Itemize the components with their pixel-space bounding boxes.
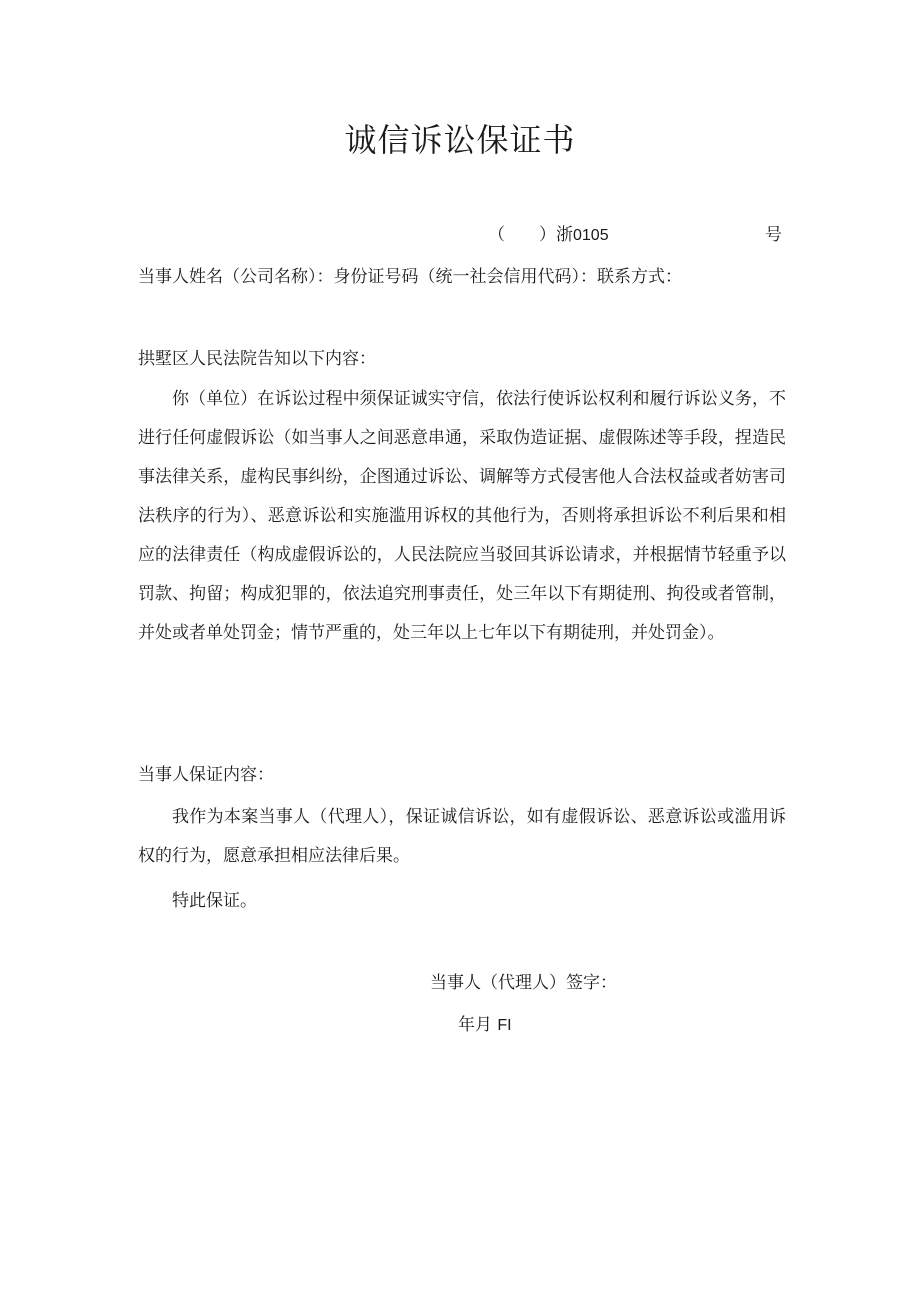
case-number-suffix: 号 [765,225,782,245]
court-notice-heading: 拱墅区人民法院告知以下内容： [138,349,376,369]
party-guarantee-body: 我作为本案当事人（代理人），保证诚信诉讼，如有虚假诉讼、恶意诉讼或滥用诉权的行为，愿意承担相应法律后果。 [138,807,786,866]
case-number [488,222,609,249]
date-label: 年月 [458,1015,492,1035]
party-guarantee-heading: 当事人保证内容： [138,765,274,785]
closing-statement: 特此保证。 [172,891,257,911]
case-number-prefix: （ ）浙 [488,225,573,245]
party-info-line: 当事人姓名（公司名称）：身份证号码（统一社会信用代码）：联系方式： [138,267,682,287]
court-notice-body: 你（单位）在诉讼过程中须保证诚实守信，依法行使诉讼权利和履行诉讼义务，不进行任何虚假诉讼（如当事人之间恶意串通，采取伪造证据、虚假陈述等手段，捏造民事法律关系，虚构民事纠纷，企图通过诉讼、调解等方式侵害他人合法权益或者妨害司法秩序的行为）、恶意诉讼和实施滥用诉权的其他行为，否则将承担诉讼不利后果和相应的法律责任（构成虚假诉讼的，人民法院应当驳回其诉讼请求，并根据情节轻重予以罚款、拘留；构成犯罪的，依法追究刑事责任，处三年以下有期徒刑、拘役或者管制，并处或者单处罚金；情节严重的，处三年以上七年以下有期徒刑，并处罚金）。 [138,389,786,643]
document-title: 诚信诉讼保证书 [344,121,576,159]
date-tail: FI [497,1017,512,1034]
date-line [458,1012,512,1039]
case-number-code: 0105 [573,227,609,244]
signature-label: 当事人（代理人）签字： [430,973,617,993]
